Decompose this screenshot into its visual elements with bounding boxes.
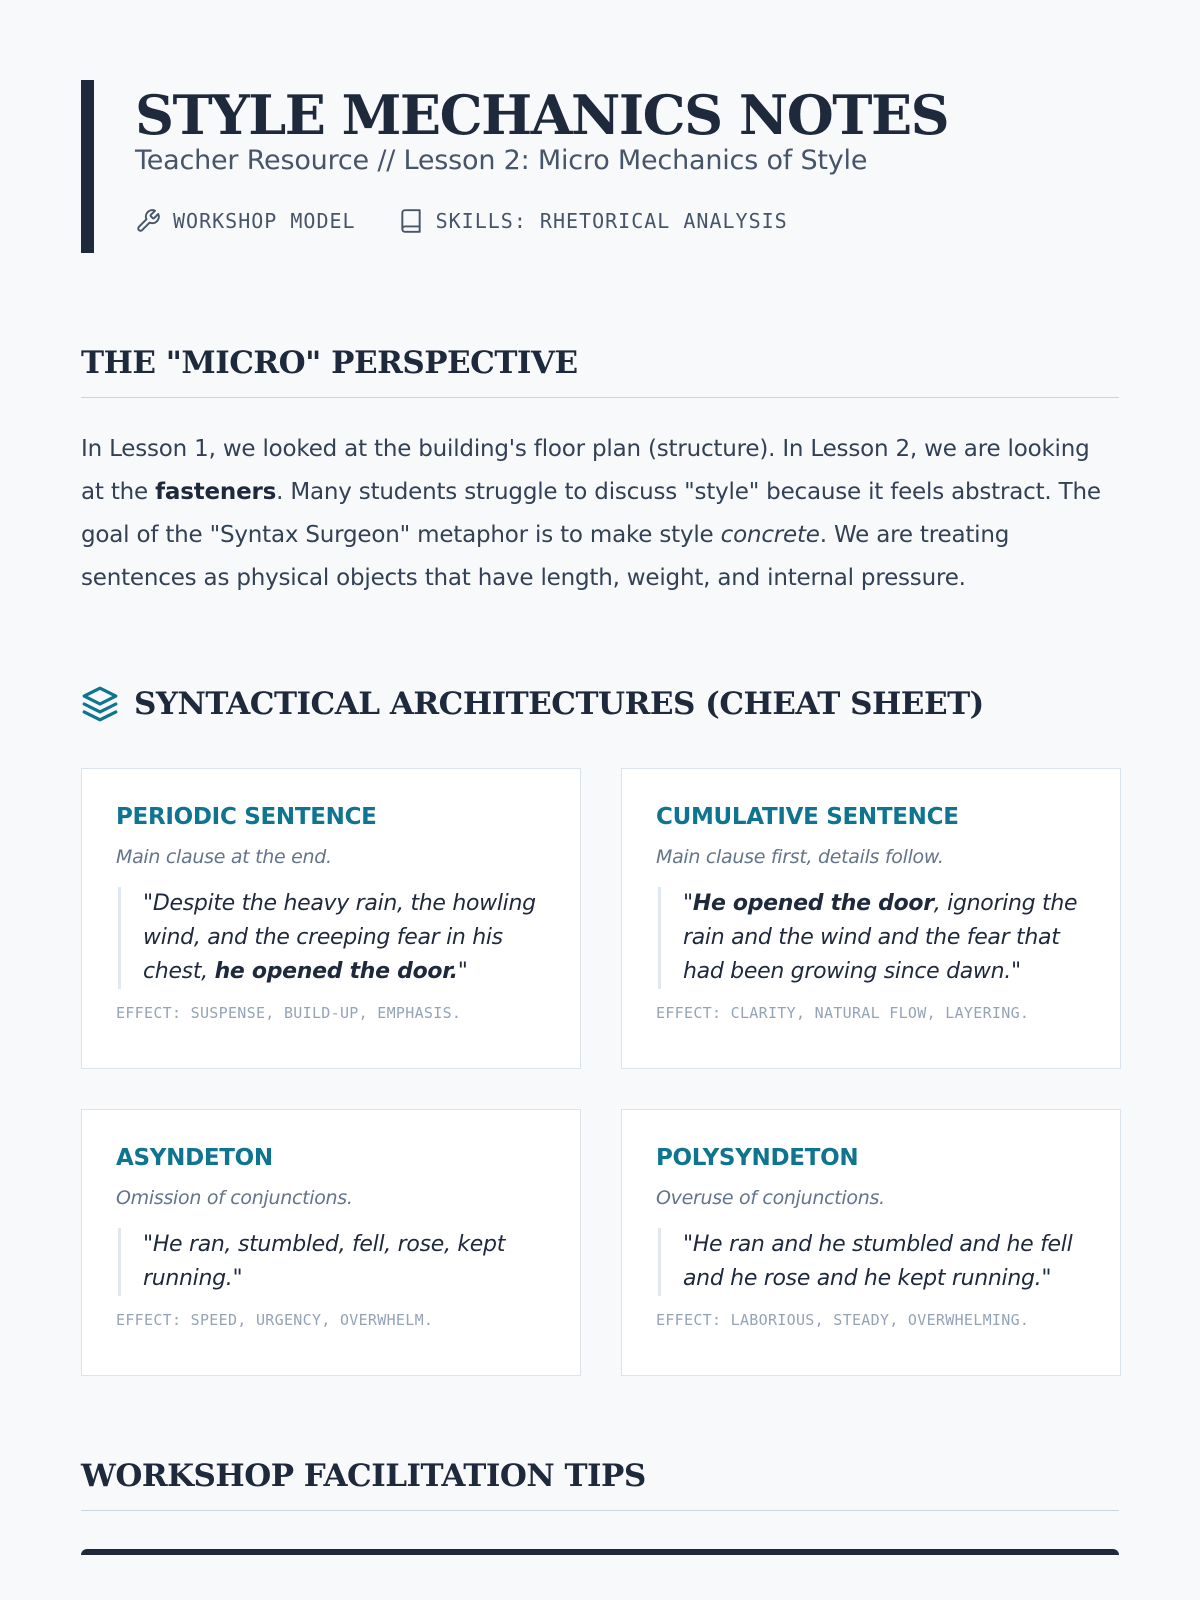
card-effect: EFFECT: CLARITY, NATURAL FLOW, LAYERING. xyxy=(656,1004,1030,1022)
quote-emphasis: he opened the door. xyxy=(214,959,458,984)
meta-skills xyxy=(398,208,788,234)
meta-row xyxy=(135,208,1119,234)
card-title: POLYSYNDETON xyxy=(656,1145,859,1171)
wrench-icon xyxy=(135,208,161,234)
quote-text: "Despite the heavy rain, the howling wind, and the creeping fear in his chest, xyxy=(143,891,536,984)
section-title-tips: WORKSHOP FACILITATION TIPS xyxy=(81,1456,1119,1511)
card-periodic-sentence xyxy=(81,768,581,1069)
tips-box-top-edge xyxy=(81,1549,1119,1555)
card-definition: Omission of conjunctions. xyxy=(116,1187,353,1209)
meta-label: SKILLS: RHETORICAL ANALYSIS xyxy=(435,209,788,233)
quote-text: " xyxy=(683,891,693,916)
page-title: STYLE MECHANICS NOTES xyxy=(135,83,949,147)
card-title: PERIODIC SENTENCE xyxy=(116,804,377,830)
card-example-quote xyxy=(118,1228,546,1296)
card-definition: Overuse of conjunctions. xyxy=(656,1187,885,1209)
cheat-sheet-grid xyxy=(81,768,1119,1376)
quote-text: , ignoring the rain and the wind and the fear that had been growing since dawn." xyxy=(683,891,1078,984)
card-definition: Main clause at the end. xyxy=(116,846,332,868)
layers-icon xyxy=(81,685,119,723)
intro-text-3: . We are treating sentences as physical objects that have length, weight, and internal pressure. xyxy=(81,522,1010,591)
header-accent-bar xyxy=(81,80,94,253)
quote-emphasis: He opened the door xyxy=(692,891,934,916)
intro-text-2: . Many students struggle to discuss "style" because it feels abstract. The goal of the "Syntax Surgeon" metaphor is to make style xyxy=(81,479,1101,548)
intro-bold: fasteners xyxy=(155,479,277,505)
architectures-title-text: SYNTACTICAL ARCHITECTURES (CHEAT SHEET) xyxy=(134,686,984,722)
card-effect: EFFECT: LABORIOUS, STEADY, OVERWHELMING. xyxy=(656,1311,1030,1329)
card-effect: EFFECT: SUSPENSE, BUILD-UP, EMPHASIS. xyxy=(116,1004,462,1022)
card-example-quote xyxy=(658,1228,1086,1296)
card-example-quote xyxy=(118,887,546,989)
page-header xyxy=(81,80,1119,253)
intro-text-1: In Lesson 1, we looked at the building's floor plan (structure). In Lesson 2, we are looking at the xyxy=(81,436,1090,505)
card-example-quote xyxy=(658,887,1086,989)
quote-text: " xyxy=(457,959,468,984)
section-title-micro: THE "MICRO" PERSPECTIVE xyxy=(81,343,1119,398)
page-subtitle: Teacher Resource // Lesson 2: Micro Mechanics of Style xyxy=(135,145,868,176)
meta-workshop-model xyxy=(135,208,356,234)
meta-label: WORKSHOP MODEL xyxy=(173,209,356,233)
book-icon xyxy=(398,208,424,234)
intro-paragraph xyxy=(81,428,1119,600)
card-definition: Main clause first, details follow. xyxy=(656,846,944,868)
quote-text: "He ran and he stumbled and he fell and he rose and he kept running." xyxy=(683,1232,1073,1291)
card-cumulative-sentence xyxy=(621,768,1121,1069)
quote-text: "He ran, stumbled, fell, rose, kept running." xyxy=(143,1232,506,1291)
card-polysyndeton xyxy=(621,1109,1121,1376)
intro-italic: concrete xyxy=(720,522,820,548)
card-title: ASYNDETON xyxy=(116,1145,273,1171)
card-effect: EFFECT: SPEED, URGENCY, OVERWHELM. xyxy=(116,1311,434,1329)
card-asyndeton xyxy=(81,1109,581,1376)
card-title: CUMULATIVE SENTENCE xyxy=(656,804,959,830)
section-title-architectures xyxy=(81,684,1119,724)
